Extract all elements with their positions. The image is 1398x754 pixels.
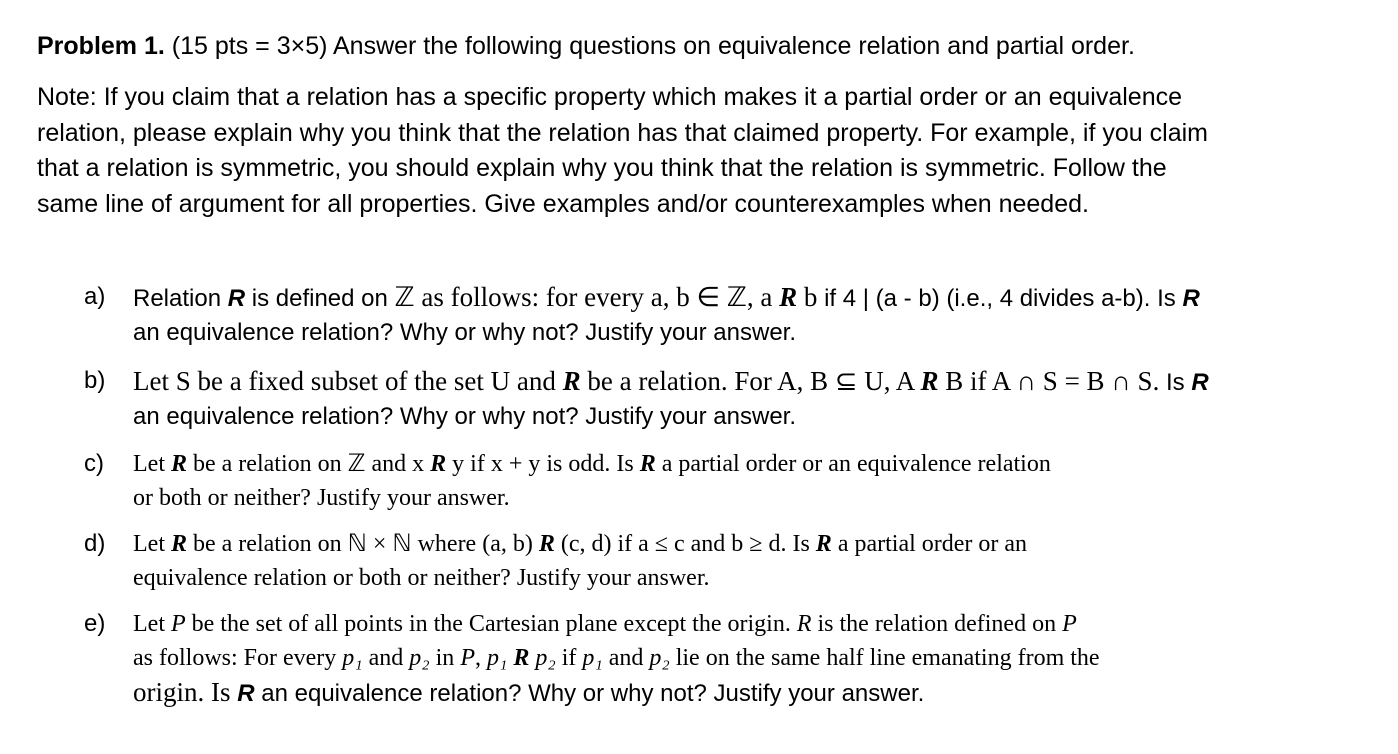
text-run: Let [133,451,171,477]
text-run: and [362,645,410,671]
note-line: that a relation is symmetric, you should explain why you think that the relation is symmetric. Follow the [37,154,1167,182]
question-line [133,527,1373,561]
relation-symbol: R [815,531,832,557]
text-run: , [474,645,487,671]
text-run: b [797,282,818,312]
text-run: if [555,645,583,671]
question-line [133,607,1373,641]
relation-symbol: R [562,366,581,396]
set-symbol: P [170,611,186,637]
question-line [133,641,1373,675]
text-run: Relation [133,285,228,312]
relation-symbol: R [227,285,246,312]
relation-symbol: R [430,451,447,477]
text-run: Let [133,531,171,557]
question-marker: c) [84,450,104,477]
note-line: Note: If you claim that a relation has a specific property which makes it a partial order or an equivalence [37,83,1183,111]
set-symbol: P [1062,611,1077,637]
question-line [133,280,1373,316]
text-run: Is [1159,369,1192,396]
point-symbol: p₁ [582,645,603,671]
note-line: relation, please explain why you think that the relation has that claimed property. For example, if you claim [37,118,1208,147]
text-run: be a relation. For A, B ⊆ U, A [580,366,921,396]
point-symbol: p₁ [486,645,508,671]
relation-symbol: R [1182,285,1200,312]
text-run: be a relation on ℤ and x [187,451,431,477]
text-run: a partial order or an equivalence relation [655,451,1051,477]
relation-symbol: R [920,366,939,396]
text-run: origin. Is [133,677,238,707]
point-symbol: p₁ [342,645,363,671]
text-run: and [602,645,650,671]
text-run: if 4 | (a - b) (i.e., 4 divides a-b). Is [817,285,1183,312]
text-run: be a relation on ℕ × ℕ where (a, b) [187,531,539,557]
text-run: is the relation defined on [811,611,1063,637]
point-symbol: p₂ [649,645,670,671]
point-symbol: p₂ [409,645,430,671]
text-run: ℤ as follows: for every a, b ∈ ℤ, a [394,282,780,312]
relation-symbol: R [1191,369,1209,396]
question-marker: e) [84,610,106,637]
relation-symbol: R [796,611,812,637]
relation-symbol: R [513,645,530,671]
text-run: B if A ∩ S = B ∩ S. [938,366,1160,396]
set-symbol: P [460,645,475,671]
text-run: as follows: For every [133,645,343,671]
question-line [133,447,1373,481]
question-body [133,447,1373,515]
text-run: Let S be a fixed subset of the set U and [133,366,563,396]
note-line: same line of argument for all properties. Give examples and/or counterexamples when needed. [37,189,1089,218]
point-symbol: p₂ [535,645,556,671]
text-run: is defined on [245,285,395,312]
problem-label: Problem 1. [37,32,165,60]
relation-symbol: R [538,531,555,557]
note-paragraph [37,80,1367,222]
text-run: a partial order or an [831,531,1028,557]
question-body [133,280,1373,350]
question-marker: a) [84,283,106,310]
text-run: an equivalence relation? Why or why not? Justify your answer. [254,680,925,707]
question-line: an equivalence relation? Why or why not? Justify your answer. [133,319,797,346]
problem-title [37,28,1135,64]
text-run: Let [133,611,171,637]
text-run: be the set of all points in the Cartesian plane except the origin. [185,611,797,637]
question-line [133,364,1373,400]
question-line: equivalence relation or both or neither? Justify your answer. [133,565,710,591]
relation-symbol: R [170,531,187,557]
question-line: an equivalence relation? Why or why not? Justify your answer. [133,403,797,430]
text-run: in [429,645,461,671]
text-run: (c, d) if a ≤ c and b ≥ d. Is [554,531,816,557]
text-run: y if x + y is odd. Is [446,451,640,477]
relation-symbol: R [237,680,255,707]
question-line [133,675,1373,711]
problem-description: (15 pts = 3×5) Answer the following questions on equivalence relation and partial order. [164,32,1135,60]
question-body [133,607,1373,711]
question-marker: b) [84,367,106,394]
relation-symbol: R [779,282,798,312]
relation-symbol: R [170,451,187,477]
question-body [133,527,1373,595]
question-body [133,364,1373,434]
text-run: lie on the same half line emanating from the [669,645,1100,671]
question-line: or both or neither? Justify your answer. [133,485,510,511]
question-marker: d) [84,530,106,557]
relation-symbol: R [639,451,656,477]
